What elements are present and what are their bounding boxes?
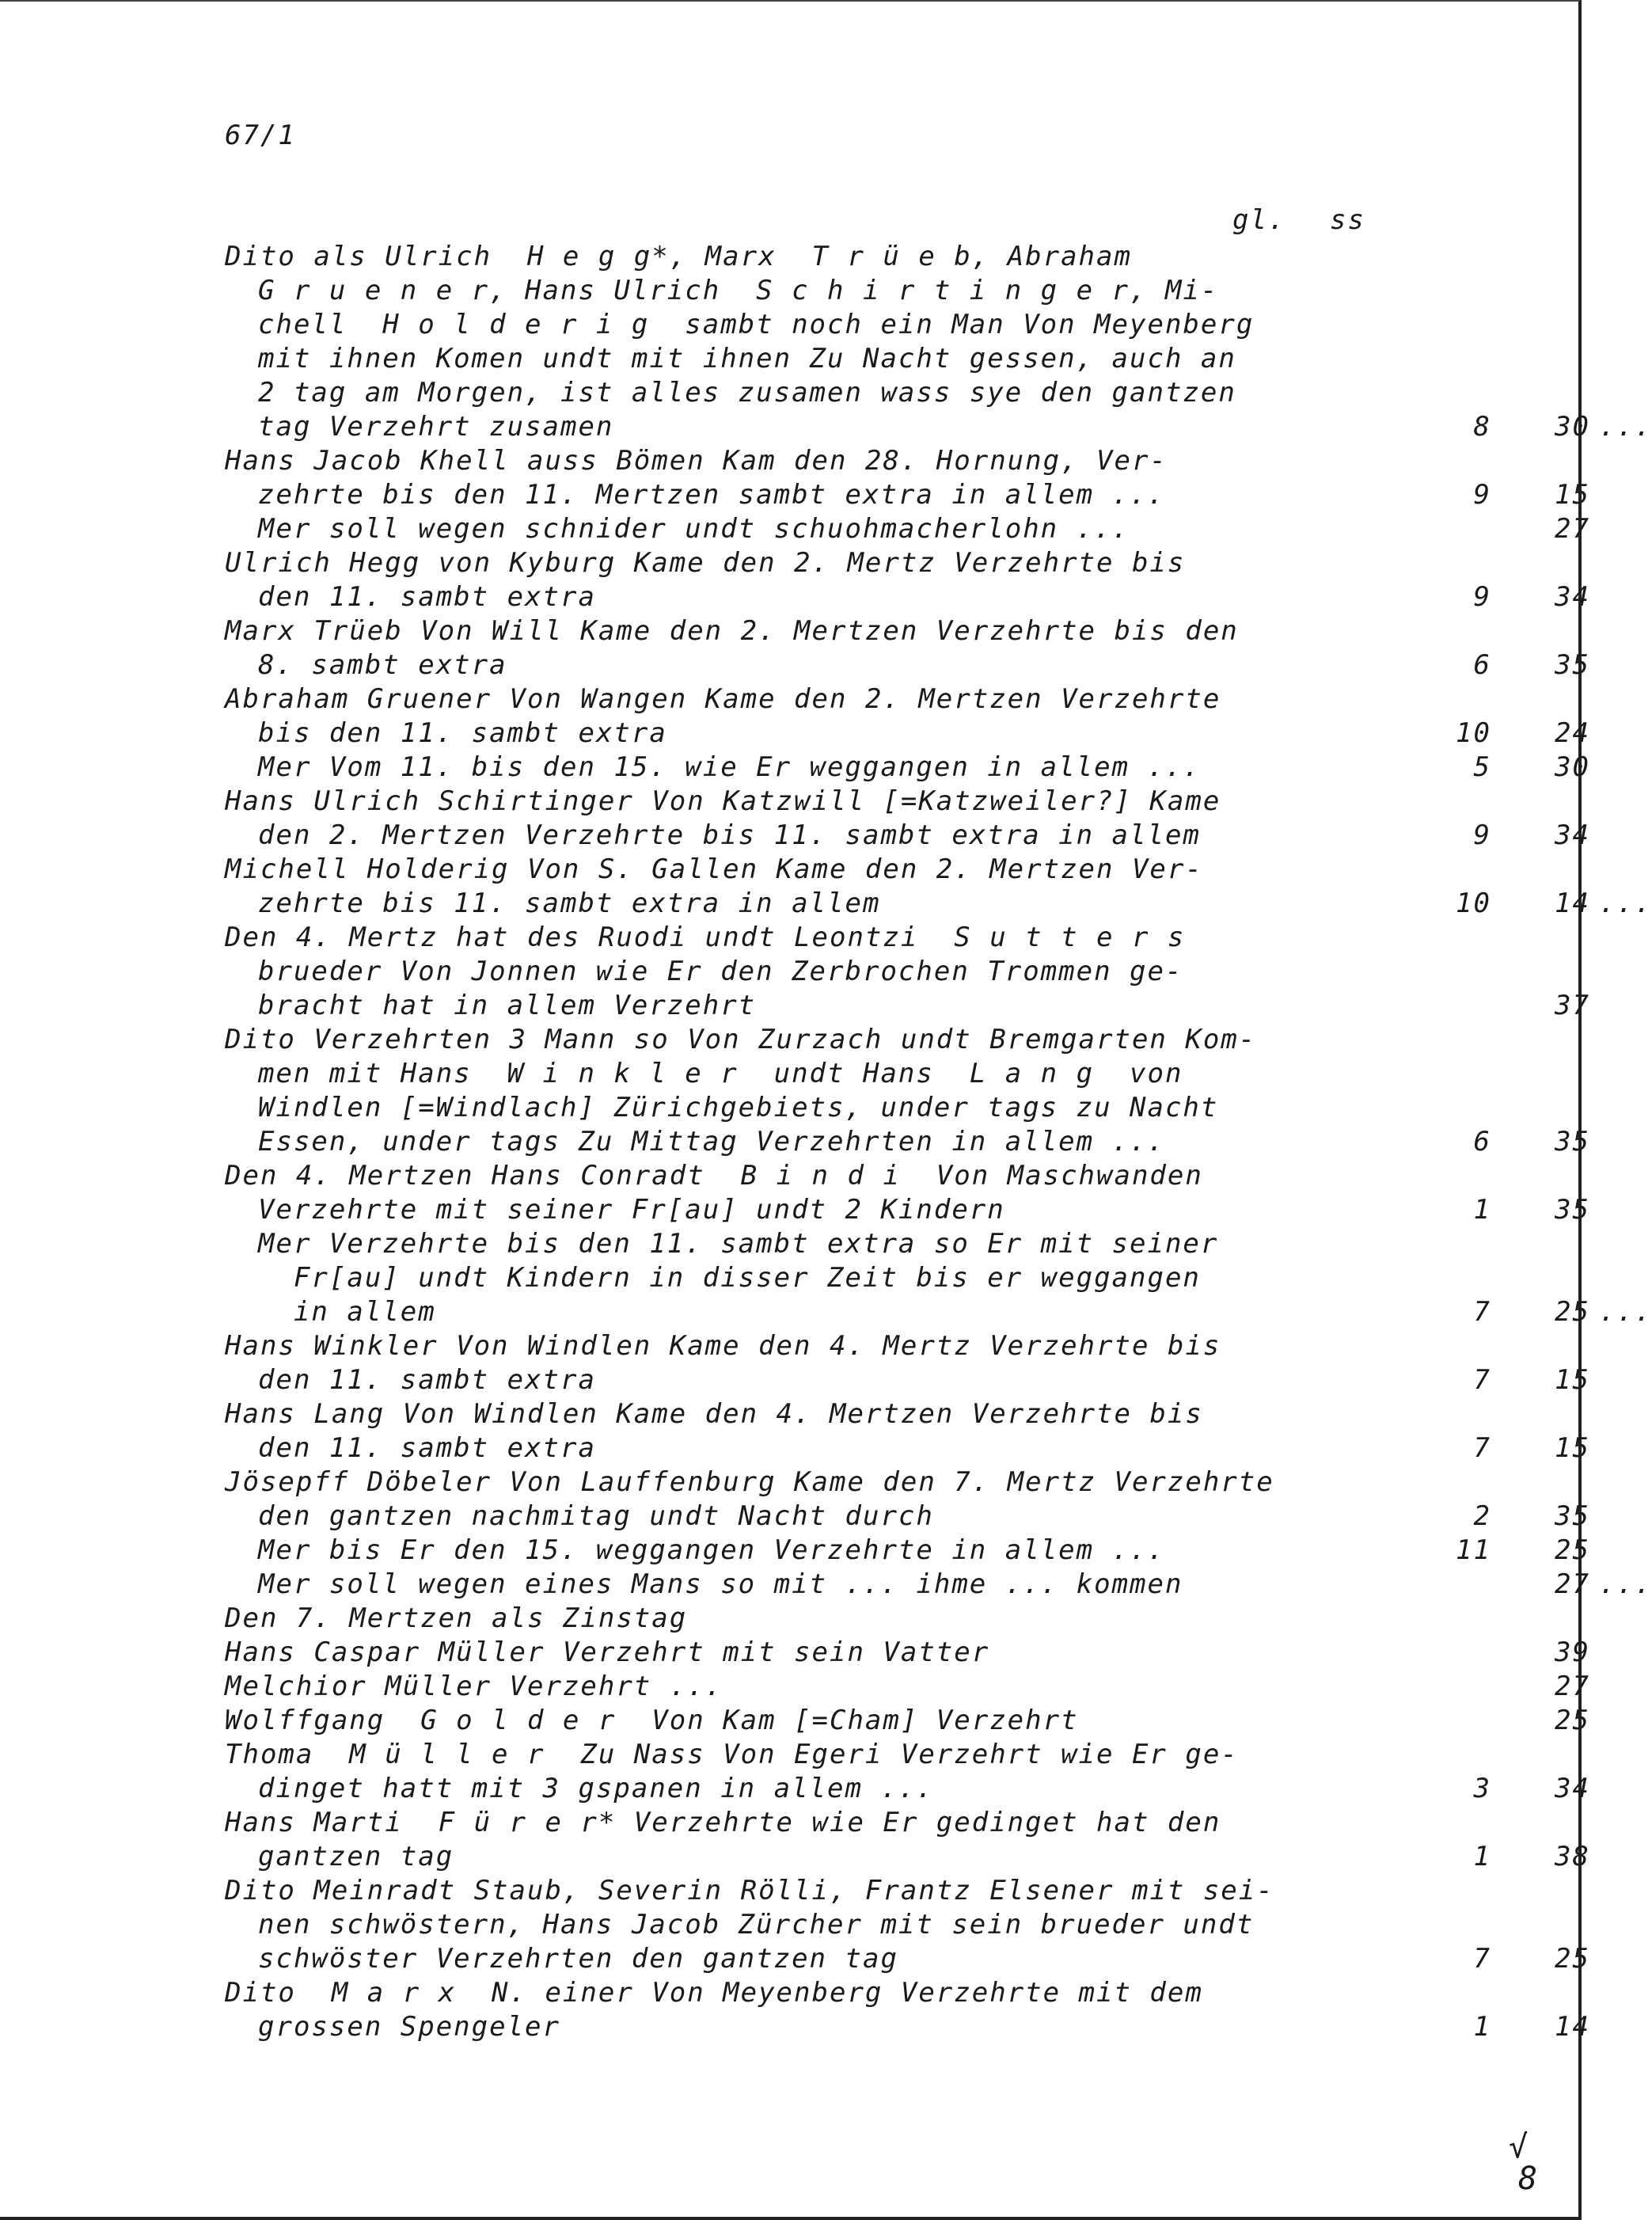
amount-schilling: 27 xyxy=(1555,513,1590,545)
entry-text: Verzehrte mit seiner Fr[au] undt 2 Kindern xyxy=(258,1194,1005,1226)
entry-text: Mer bis Er den 15. weggangen Verzehrte in allem ... xyxy=(258,1534,1165,1566)
ledger-line xyxy=(225,1159,1570,1193)
ledger-line xyxy=(225,1397,1570,1431)
amount-schilling: 14 xyxy=(1555,888,1590,919)
ledger-line xyxy=(225,342,1570,376)
amount-gulden: 6 xyxy=(1473,649,1491,681)
entry-text: Thoma M ü l l e r Zu Nass Von Egeri Verzehrt wie Er ge- xyxy=(225,1739,1239,1770)
entry-text: brueder Von Jonnen wie Er den Zerbrochen Trommen ge- xyxy=(258,956,1183,987)
amount-schilling: 14 xyxy=(1555,2011,1590,2043)
entry-text: Mer Verzehrte bis den 11. sambt extra so Er mit seiner xyxy=(258,1228,1219,1260)
entry-text: tag Verzehrt zusamen xyxy=(258,411,614,443)
entry-text: den 11. sambt extra xyxy=(258,581,596,613)
entry-text: gantzen tag xyxy=(258,1841,454,1872)
ledger-line xyxy=(225,887,1652,921)
entry-text: Wolffgang G o l d e r Von Kam [=Cham] Verzehrt xyxy=(225,1705,1079,1736)
ledger-line xyxy=(225,376,1570,410)
entry-text: bracht hat in allem Verzehrt xyxy=(258,990,757,1021)
ledger-line xyxy=(225,1942,1590,1976)
amount-schilling: 27 xyxy=(1555,1671,1590,1702)
amount-schilling: 35 xyxy=(1555,649,1590,681)
amount-schilling: 25 xyxy=(1555,1705,1590,1736)
amount-gulden: 9 xyxy=(1473,581,1491,613)
entry-text: nen schwöstern, Hans Jacob Zürcher mit sein brueder undt xyxy=(258,1909,1255,1941)
entry-text: den 11. sambt extra xyxy=(258,1432,596,1464)
entry-text: den gantzen nachmitag undt Nacht durch xyxy=(258,1500,934,1532)
entry-text: Dito als Ulrich H e g g*, Marx T r ü e b, Abraham xyxy=(225,241,1132,272)
ledger-line xyxy=(225,1534,1590,1568)
ledger-line xyxy=(225,444,1570,478)
ledger-line xyxy=(225,853,1570,887)
ledger-line xyxy=(225,921,1570,955)
amount-schilling: 39 xyxy=(1555,1636,1590,1668)
entry-text: dinget hatt mit 3 gspanen in allem ... xyxy=(258,1773,934,1804)
ledger-line xyxy=(225,1874,1570,1908)
amount-gulden: 10 xyxy=(1456,717,1491,749)
ledger-line xyxy=(225,308,1570,342)
amount-schilling: 25 xyxy=(1555,1296,1590,1328)
amount-gulden: 10 xyxy=(1456,888,1491,919)
entry-text: Hans Marti F ü r e r* Verzehrte wie Er gedinget hat den xyxy=(225,1807,1221,1838)
continuation-dots: ... xyxy=(1599,1296,1652,1328)
amount-gulden: 9 xyxy=(1473,819,1491,851)
entry-text: Dito M a r x N. einer Von Meyenberg Verzehrte mit dem xyxy=(225,1977,1203,2009)
entry-text: Dito Verzehrten 3 Mann so Von Zurzach undt Bremgarten Kom- xyxy=(225,1024,1257,1055)
entry-text: Hans Ulrich Schirtinger Von Katzwill [=Katzweiler?] Kame xyxy=(225,785,1221,817)
ledger-line xyxy=(225,1704,1590,1738)
amount-schilling: 15 xyxy=(1555,1364,1590,1396)
amount-gulden: 7 xyxy=(1473,1296,1491,1328)
entry-text: Essen, under tags Zu Mittag Verzehrten in allem ... xyxy=(258,1126,1165,1158)
ledger-line xyxy=(225,1057,1570,1091)
ledger-line xyxy=(225,1500,1590,1534)
continuation-dots: ... xyxy=(1599,411,1652,443)
amount-schilling: 35 xyxy=(1555,1194,1590,1226)
amount-schilling: 25 xyxy=(1555,1943,1590,1975)
amount-gulden: 1 xyxy=(1473,1841,1491,1872)
amount-gulden: 6 xyxy=(1473,1126,1491,1158)
ledger-line xyxy=(225,1363,1590,1397)
entry-text: Hans Caspar Müller Verzehrt mit sein Vatter xyxy=(225,1636,990,1668)
ledger-line xyxy=(225,512,1590,546)
entry-text: Hans Lang Von Windlen Kame den 4. Mertzen Verzehrte bis xyxy=(225,1398,1203,1430)
column-header-gulden: gl. xyxy=(1232,204,1286,236)
amount-schilling: 27 xyxy=(1555,1568,1590,1600)
ledger-line xyxy=(225,580,1590,614)
entry-text: Hans Jacob Khell auss Bömen Kam den 28. Hornung, Ver- xyxy=(225,445,1168,477)
entry-text: bis den 11. sambt extra xyxy=(258,717,667,749)
ledger-line xyxy=(225,1976,1570,2010)
ledger-line xyxy=(225,1227,1570,1261)
ledger-line xyxy=(225,989,1590,1023)
ledger-line xyxy=(225,1023,1570,1057)
amount-gulden: 1 xyxy=(1473,2011,1491,2043)
ledger-line xyxy=(225,1908,1570,1942)
amount-gulden: 1 xyxy=(1473,1194,1491,1226)
amount-schilling: 24 xyxy=(1555,717,1590,749)
entry-text: Fr[au] undt Kindern in disser Zeit bis er weggangen xyxy=(258,1262,1201,1294)
amount-gulden: 2 xyxy=(1473,1500,1491,1532)
amount-gulden: 7 xyxy=(1473,1432,1491,1464)
ledger-line xyxy=(225,240,1570,274)
amount-schilling: 25 xyxy=(1555,1534,1590,1566)
entry-text: Den 7. Mertzen als Zinstag xyxy=(225,1602,688,1634)
ledger-line xyxy=(225,1568,1652,1602)
ledger-line xyxy=(225,1261,1570,1295)
entry-text: Jösepff Döbeler Von Lauffenburg Kame den 7. Mertz Verzehrte xyxy=(225,1466,1274,1498)
amount-gulden: 11 xyxy=(1456,1534,1491,1566)
entry-text: Hans Winkler Von Windlen Kame den 4. Mertz Verzehrte bis xyxy=(225,1330,1221,1362)
entry-text: Marx Trüeb Von Will Kame den 2. Mertzen Verzehrte bis den xyxy=(225,615,1239,647)
amount-schilling: 35 xyxy=(1555,1126,1590,1158)
entry-text: zehrte bis den 11. Mertzen sambt extra in allem ... xyxy=(258,479,1165,511)
entry-text: den 11. sambt extra xyxy=(258,1364,596,1396)
entry-text: Mer Vom 11. bis den 15. wie Er weggangen in allem ... xyxy=(258,751,1201,783)
amount-gulden: 8 xyxy=(1473,411,1491,443)
entry-text: Mer soll wegen schnider undt schuohmacherlohn ... xyxy=(258,513,1130,545)
amount-gulden: 5 xyxy=(1473,751,1491,783)
ledger-line xyxy=(225,785,1570,819)
entry-text: Abraham Gruener Von Wangen Kame den 2. Mertzen Verzehrte xyxy=(225,683,1221,715)
ledger-line xyxy=(225,1738,1570,1772)
page-number: 67/1 xyxy=(225,120,296,151)
continuation-dots: ... xyxy=(1599,888,1652,919)
amount-schilling: 37 xyxy=(1555,990,1590,1021)
amount-gulden: 3 xyxy=(1473,1773,1491,1804)
amount-schilling: 15 xyxy=(1555,1432,1590,1464)
entry-text: chell H o l d e r i g sambt noch ein Man Von Meyenberg xyxy=(258,309,1255,340)
entry-text: zehrte bis 11. sambt extra in allem xyxy=(258,888,881,919)
ledger-entries xyxy=(225,240,1652,2044)
ledger-line xyxy=(225,1636,1590,1670)
ledger-line xyxy=(225,682,1570,717)
ledger-line xyxy=(225,274,1570,308)
ledger-line xyxy=(225,1193,1590,1227)
ledger-line xyxy=(225,478,1590,512)
ledger-line xyxy=(225,1465,1570,1500)
corner-check-mark: √ xyxy=(1509,2129,1530,2165)
ledger-line xyxy=(225,819,1590,853)
entry-text: Ulrich Hegg von Kyburg Kame den 2. Mertz Verzehrte bis xyxy=(225,547,1186,579)
entry-text: Melchior Müller Verzehrt ... xyxy=(225,1671,723,1702)
ledger-line xyxy=(225,546,1570,580)
amount-schilling: 34 xyxy=(1555,819,1590,851)
ledger-line xyxy=(225,717,1590,751)
ledger-line xyxy=(225,614,1570,648)
ledger-line xyxy=(225,1431,1590,1465)
entry-text: Den 4. Mertzen Hans Conradt B i n d i Von Maschwanden xyxy=(225,1160,1203,1192)
amount-schilling: 38 xyxy=(1555,1841,1590,1872)
amount-schilling: 15 xyxy=(1555,479,1590,511)
entry-text: grossen Spengeler xyxy=(258,2011,560,2043)
ledger-line xyxy=(225,410,1652,444)
entry-text: men mit Hans W i n k l e r undt Hans L a n g von xyxy=(258,1058,1183,1089)
ledger-line xyxy=(225,1840,1590,1874)
ledger-line xyxy=(225,1125,1590,1159)
ledger-line xyxy=(225,1295,1652,1329)
corner-number: 8 xyxy=(1518,2161,1540,2197)
amount-schilling: 34 xyxy=(1555,1773,1590,1804)
ledger-line xyxy=(225,2010,1590,2044)
entry-text: 8. sambt extra xyxy=(258,649,507,681)
entry-text: mit ihnen Komen undt mit ihnen Zu Nacht gessen, auch an xyxy=(258,343,1236,374)
amount-schilling: 30 xyxy=(1555,411,1590,443)
ledger-line xyxy=(225,1091,1570,1125)
entry-text: in allem xyxy=(258,1296,436,1328)
amount-gulden: 9 xyxy=(1473,479,1491,511)
ledger-line xyxy=(225,955,1570,989)
amount-gulden: 7 xyxy=(1473,1364,1491,1396)
ledger-line xyxy=(225,1670,1590,1704)
continuation-dots: ... xyxy=(1599,1568,1652,1600)
amount-gulden: 7 xyxy=(1473,1943,1491,1975)
ledger-line xyxy=(225,648,1590,682)
amount-schilling: 30 xyxy=(1555,751,1590,783)
ledger-line xyxy=(225,1772,1590,1806)
entry-text: Michell Holderig Von S. Gallen Kame den 2. Mertzen Ver- xyxy=(225,853,1203,885)
ledger-line xyxy=(225,1806,1570,1840)
ledger-line xyxy=(225,751,1590,785)
amount-schilling: 35 xyxy=(1555,1500,1590,1532)
entry-text: Mer soll wegen eines Mans so mit ... ihme ... kommen xyxy=(258,1568,1183,1600)
entry-text: 2 tag am Morgen, ist alles zusamen wass sye den gantzen xyxy=(258,377,1236,409)
entry-text: den 2. Mertzen Verzehrte bis 11. sambt extra in allem xyxy=(258,819,1201,851)
amount-schilling: 34 xyxy=(1555,581,1590,613)
entry-text: schwöster Verzehrten den gantzen tag xyxy=(258,1943,898,1975)
entry-text: Den 4. Mertz hat des Ruodi undt Leontzi S u t t e r s xyxy=(225,922,1186,953)
ledger-line xyxy=(225,1329,1570,1363)
column-header-schilling: ss xyxy=(1330,204,1365,236)
entry-text: G r u e n e r, Hans Ulrich S c h i r t i n g e r, Mi- xyxy=(258,275,1219,306)
entry-text: Windlen [=Windlach] Zürichgebiets, under tags zu Nacht xyxy=(258,1092,1219,1123)
entry-text: Dito Meinradt Staub, Severin Rölli, Frantz Elsener mit sei- xyxy=(225,1875,1274,1906)
ledger-line xyxy=(225,1602,1570,1636)
